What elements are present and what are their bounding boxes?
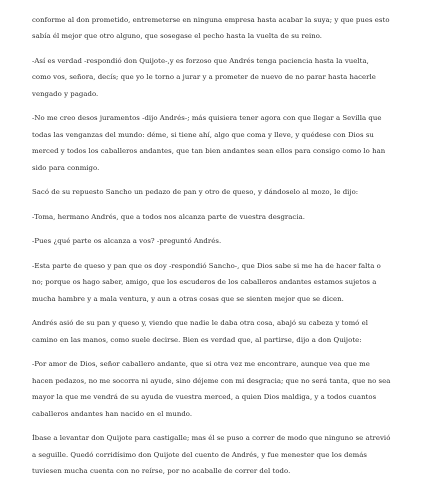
text-line: -Por amor de Dios, señor caballero andante, que si otra vez me encontrare, aunque vea que me [32,360,370,369]
text-line: Andrés asió de su pan y queso y, viendo que nadie le daba otra cosa, abajó su cabeza y tomó el [32,319,369,328]
text-line: -Toma, hermano Andrés, que a todos nos alcanza parte de vuestra desgracia. [32,212,305,221]
paragraph [32,430,414,479]
text-line: mucha hambre y a mala ventura, y aun a otras cosas que se sienten mejor que se dicen. [32,294,344,303]
text-line: merced y todos los caballeros andantes, que tan bien andantes sean ellos para consigo como lo han [32,147,386,156]
text-line: sabía él mejor que otro alguno, que sosegase el pecho hasta la vuelta de su reino. [32,32,323,41]
paragraph [32,12,414,45]
paragraph [32,258,414,307]
text-line: a seguille. Quedó corridísimo don Quijote del cuento de Andrés, y fue menester que los demás [32,450,367,459]
paragraph [32,356,414,422]
paragraph [32,53,414,102]
text-line: sido para conmigo. [32,163,100,172]
text-line: -No me creo desos juramentos -dijo Andrés-; más quisiera tener agora con que llegar a Sevilla que [32,114,382,123]
text-line: vengado y pagado. [32,89,99,98]
text-line: Sacó de su repuesto Sancho un pedazo de pan y otro de queso, y dándoselo al mozo, le dijo: [32,188,359,197]
paragraph [32,110,414,176]
text-line: tuviesen mucha cuenta con no reírse, por no acaballe de correr del todo. [32,467,291,476]
text-line: -Así es verdad -respondió don Quijote-,y es forzoso que Andrés tenga paciencia hasta la vuelta, [32,57,369,65]
text-line: conforme al don prometido, entremeterse en ninguna empresa hasta acabar la suya; y que pues esto [32,16,390,24]
paragraph [32,209,414,225]
text-line: -Esta parte de queso y pan que os doy -respondió Sancho-, que Dios sabe si me ha de hacer falta o [32,262,381,270]
text-line: no; porque os hago saber, amigo, que los escuderos de los caballeros andantes estamos sujetos a [32,278,377,287]
text-line: todas las venganzas del mundo: déme, si tiene ahí, algo que coma y lleve, y quédese con Dios su [32,130,374,139]
text-line: camino en las manos, como suele decirse. Bien es verdad que, al partirse, dijo a don Quijote: [32,335,362,344]
text-line: mayor la que me vendrá de su ayuda de vuestra merced, a quien Dios maldiga, y a todos cuantos [32,393,377,402]
text-line: Íbase a levantar don Quijote para castigalle; mas él se puso a correr de modo que ninguno se atrevió [32,434,391,443]
text-line: -Pues ¿qué parte os alcanza a vos? -preguntó Andrés. [32,237,222,246]
paragraph [32,315,414,348]
paragraph [32,184,414,200]
document-body [32,12,414,488]
text-line: hacen pedazos, no me socorra ni ayude, sino déjeme con mi desgracia; que no será tanta, que no sea [32,376,391,385]
text-line: como vos, señora, decís; que yo le torno a jurar y a prometer de nuevo de no parar hasta hacerle [32,73,376,82]
paragraph [32,233,414,249]
text-line: caballeros andantes han nacido en el mundo. [32,409,193,418]
